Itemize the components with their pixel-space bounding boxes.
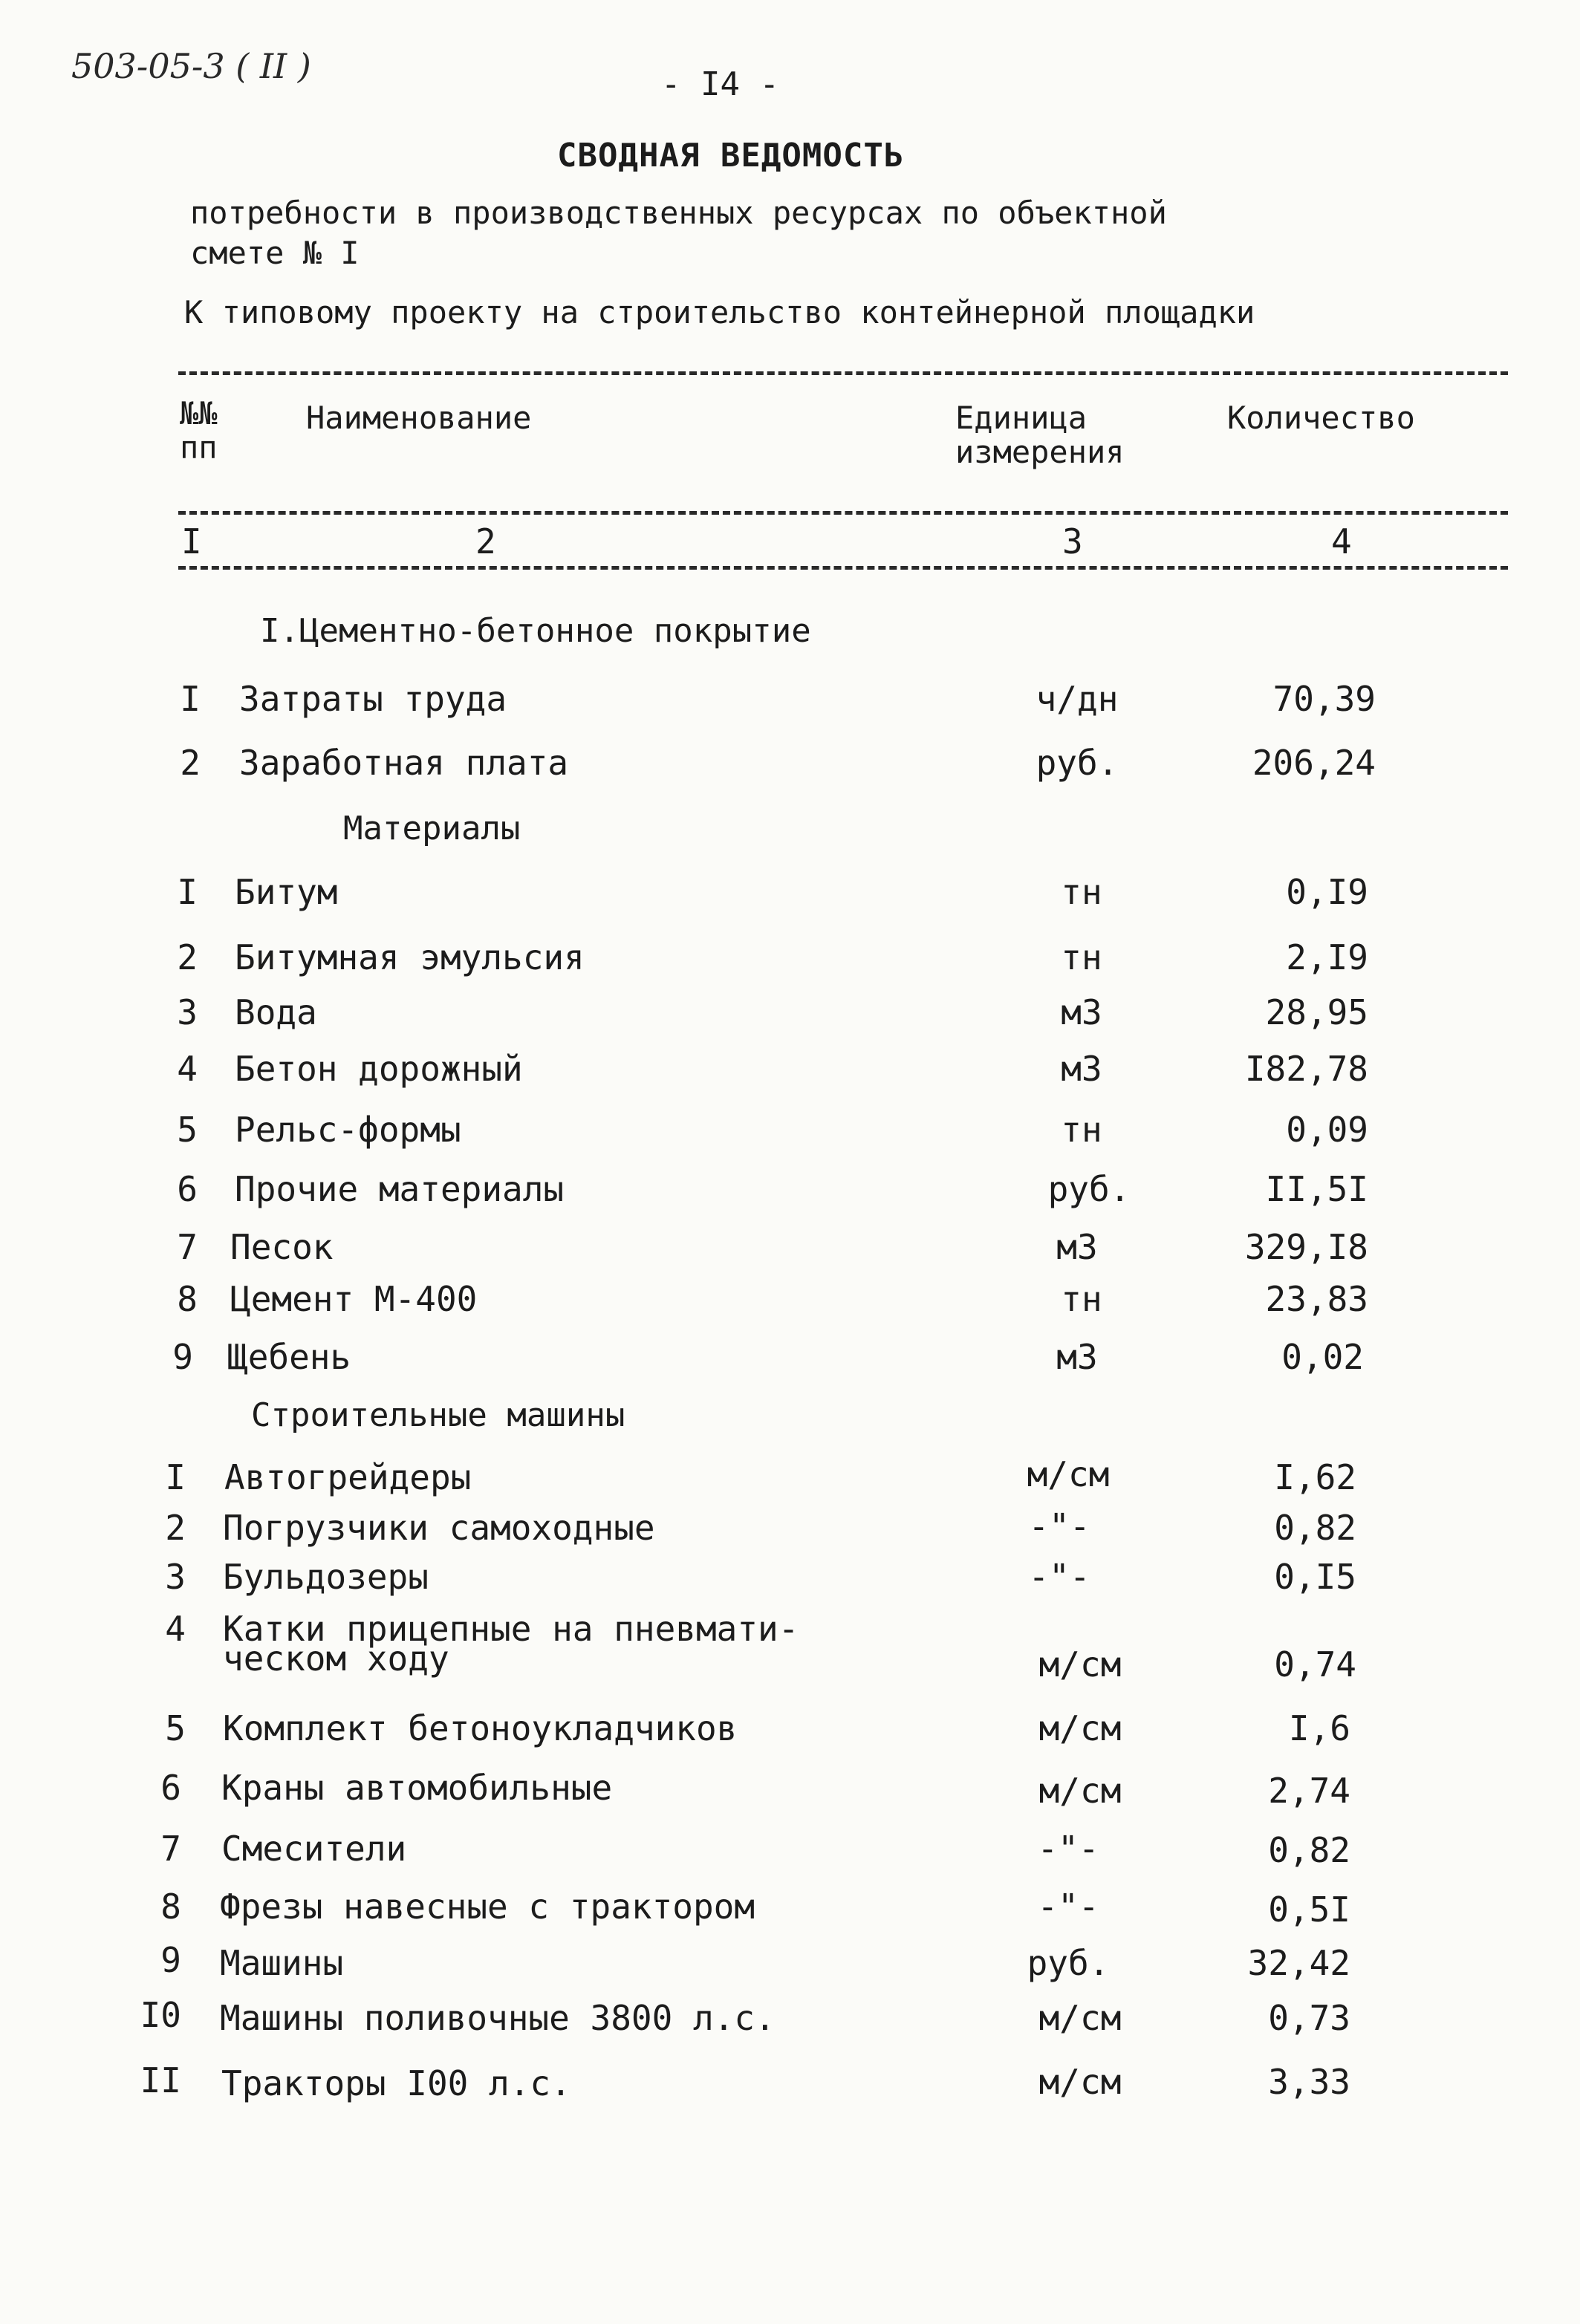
row-name: Битумная эмульсия	[235, 937, 585, 977]
row-name: Машины	[220, 1943, 344, 1983]
row-name: Вода	[235, 992, 317, 1032]
row-unit: -"-	[1028, 1506, 1090, 1546]
row-qty: 28,95	[1265, 992, 1368, 1032]
row-unit: м3	[1056, 1227, 1098, 1267]
row-unit: м/см	[1038, 1771, 1122, 1811]
row-name: Прочие материалы	[235, 1169, 565, 1209]
row-unit: руб.	[1027, 1943, 1110, 1983]
column-header-num-2: пп	[180, 429, 218, 466]
document-title: СВОДНАЯ ВЕДОМОСТЬ	[557, 137, 905, 175]
row-unit: м/см	[1038, 1644, 1122, 1685]
column-header-unit-2: измерения	[955, 434, 1125, 470]
row-number: 8	[160, 1887, 181, 1927]
row-name: Автогрейдеры	[224, 1457, 472, 1497]
subtitle-line-1: потребности в производственных ресурсах по объектной	[190, 195, 1167, 231]
row-number: 5	[165, 1708, 186, 1748]
row-name: Рельс-формы	[235, 1110, 461, 1150]
document-code: 503-05-3 ( II )	[71, 46, 311, 86]
row-name: Комплект бетоноукладчиков	[223, 1708, 738, 1748]
row-qty: 23,83	[1265, 1279, 1368, 1319]
row-qty: 32,42	[1247, 1943, 1350, 1983]
row-qty: 0,5I	[1268, 1890, 1350, 1930]
row-number: 6	[160, 1768, 181, 1808]
row-name: Бульдозеры	[223, 1557, 429, 1597]
row-unit: руб.	[1036, 743, 1119, 783]
row-unit: -"-	[1028, 1557, 1090, 1597]
section-title: I.Цементно-бетонное покрытие	[260, 612, 811, 650]
row-unit: м/см	[1038, 1998, 1122, 2038]
row-name: Краны автомобильные	[221, 1768, 613, 1808]
row-unit: тн	[1061, 872, 1102, 912]
row-number: 2	[180, 743, 201, 783]
row-name: Заработная плата	[239, 743, 569, 783]
row-qty: 2,I9	[1286, 937, 1368, 977]
row-unit: м/см	[1038, 1708, 1122, 1748]
row-qty: 0,I9	[1286, 872, 1368, 912]
row-number: 8	[177, 1279, 198, 1319]
row-unit: м/см	[1027, 1454, 1110, 1494]
page-number: - I4 -	[661, 65, 779, 103]
row-number: 3	[177, 992, 198, 1032]
row-number: 9	[172, 1337, 193, 1377]
row-number: 4	[177, 1049, 198, 1089]
row-number: I	[177, 872, 198, 912]
row-number: I	[180, 679, 201, 719]
row-qty: 329,I8	[1244, 1227, 1368, 1267]
table-divider-bottom	[178, 566, 1508, 570]
row-number: 7	[160, 1829, 181, 1869]
row-number: I0	[140, 1995, 181, 2035]
column-header-qty: Количество	[1227, 400, 1415, 436]
row-name: Песок	[230, 1227, 334, 1267]
row-qty: 0,73	[1268, 1998, 1350, 2038]
row-unit: тн	[1061, 1110, 1102, 1150]
row-number: I	[165, 1457, 186, 1497]
row-number: II	[140, 2060, 181, 2100]
row-name: Щебень	[227, 1337, 351, 1377]
row-unit: -"-	[1037, 1887, 1099, 1927]
row-name: Фрезы навесные с трактором	[220, 1887, 755, 1927]
row-qty: 0,82	[1274, 1508, 1356, 1548]
row-qty: II,5I	[1265, 1169, 1368, 1209]
row-unit: руб.	[1047, 1169, 1131, 1209]
row-name: Машины поливочные 3800 л.с.	[220, 1998, 776, 2038]
column-number-4: 4	[1331, 521, 1352, 562]
row-name-continued: ческом ходу	[223, 1638, 449, 1679]
column-number-2: 2	[475, 521, 496, 562]
row-unit: тн	[1061, 937, 1102, 977]
row-qty: 206,24	[1252, 743, 1376, 783]
column-number-3: 3	[1062, 521, 1083, 562]
row-qty: 2,74	[1268, 1771, 1350, 1811]
column-header-num-1: №№	[180, 395, 218, 432]
column-header-name: Наименование	[306, 400, 532, 436]
row-number: 6	[177, 1169, 198, 1209]
row-unit: м3	[1061, 1049, 1102, 1089]
row-qty: 0,82	[1268, 1830, 1350, 1870]
row-name: Тракторы I00 л.с.	[221, 2063, 571, 2103]
row-unit: м3	[1056, 1337, 1098, 1377]
row-number: 2	[165, 1508, 186, 1548]
subtitle-line-3: К типовому проекту на строительство контейнерной площадки	[184, 294, 1255, 331]
row-unit: -"-	[1037, 1829, 1099, 1869]
row-name: Затраты труда	[239, 679, 507, 719]
row-qty: I,62	[1274, 1457, 1356, 1497]
row-name: Цемент М-400	[230, 1279, 478, 1319]
machines-title: Строительные машины	[251, 1396, 625, 1434]
row-unit: тн	[1061, 1279, 1102, 1319]
row-unit: м3	[1061, 992, 1102, 1032]
table-divider-top	[178, 371, 1508, 375]
row-unit: ч/дн	[1036, 679, 1119, 719]
column-number-1: I	[181, 521, 202, 562]
row-qty: I,6	[1288, 1708, 1350, 1748]
row-qty: I82,78	[1244, 1049, 1368, 1089]
row-qty: 0,74	[1274, 1644, 1356, 1685]
row-qty: 0,I5	[1274, 1557, 1356, 1597]
row-qty: 3,33	[1268, 2062, 1350, 2102]
row-number: 7	[177, 1227, 198, 1267]
row-qty: 0,09	[1286, 1110, 1368, 1150]
row-qty: 70,39	[1272, 679, 1376, 719]
materials-title: Материалы	[343, 810, 521, 847]
row-number: 4	[165, 1609, 186, 1649]
row-name: Смесители	[221, 1829, 407, 1869]
row-name: Катки прицепные на пневмати-	[223, 1609, 799, 1649]
row-qty: 0,02	[1281, 1337, 1364, 1377]
row-name: Бетон дорожный	[235, 1049, 523, 1089]
subtitle-line-2: смете № I	[190, 235, 360, 271]
row-number: 5	[177, 1110, 198, 1150]
row-number: 9	[160, 1940, 181, 1980]
table-divider-mid	[178, 511, 1508, 515]
row-name: Погрузчики самоходные	[223, 1508, 655, 1548]
row-name: Битум	[235, 872, 338, 912]
row-unit: м/см	[1038, 2062, 1122, 2102]
column-header-unit-1: Единица	[955, 400, 1088, 436]
row-number: 3	[165, 1557, 186, 1597]
row-number: 2	[177, 937, 198, 977]
